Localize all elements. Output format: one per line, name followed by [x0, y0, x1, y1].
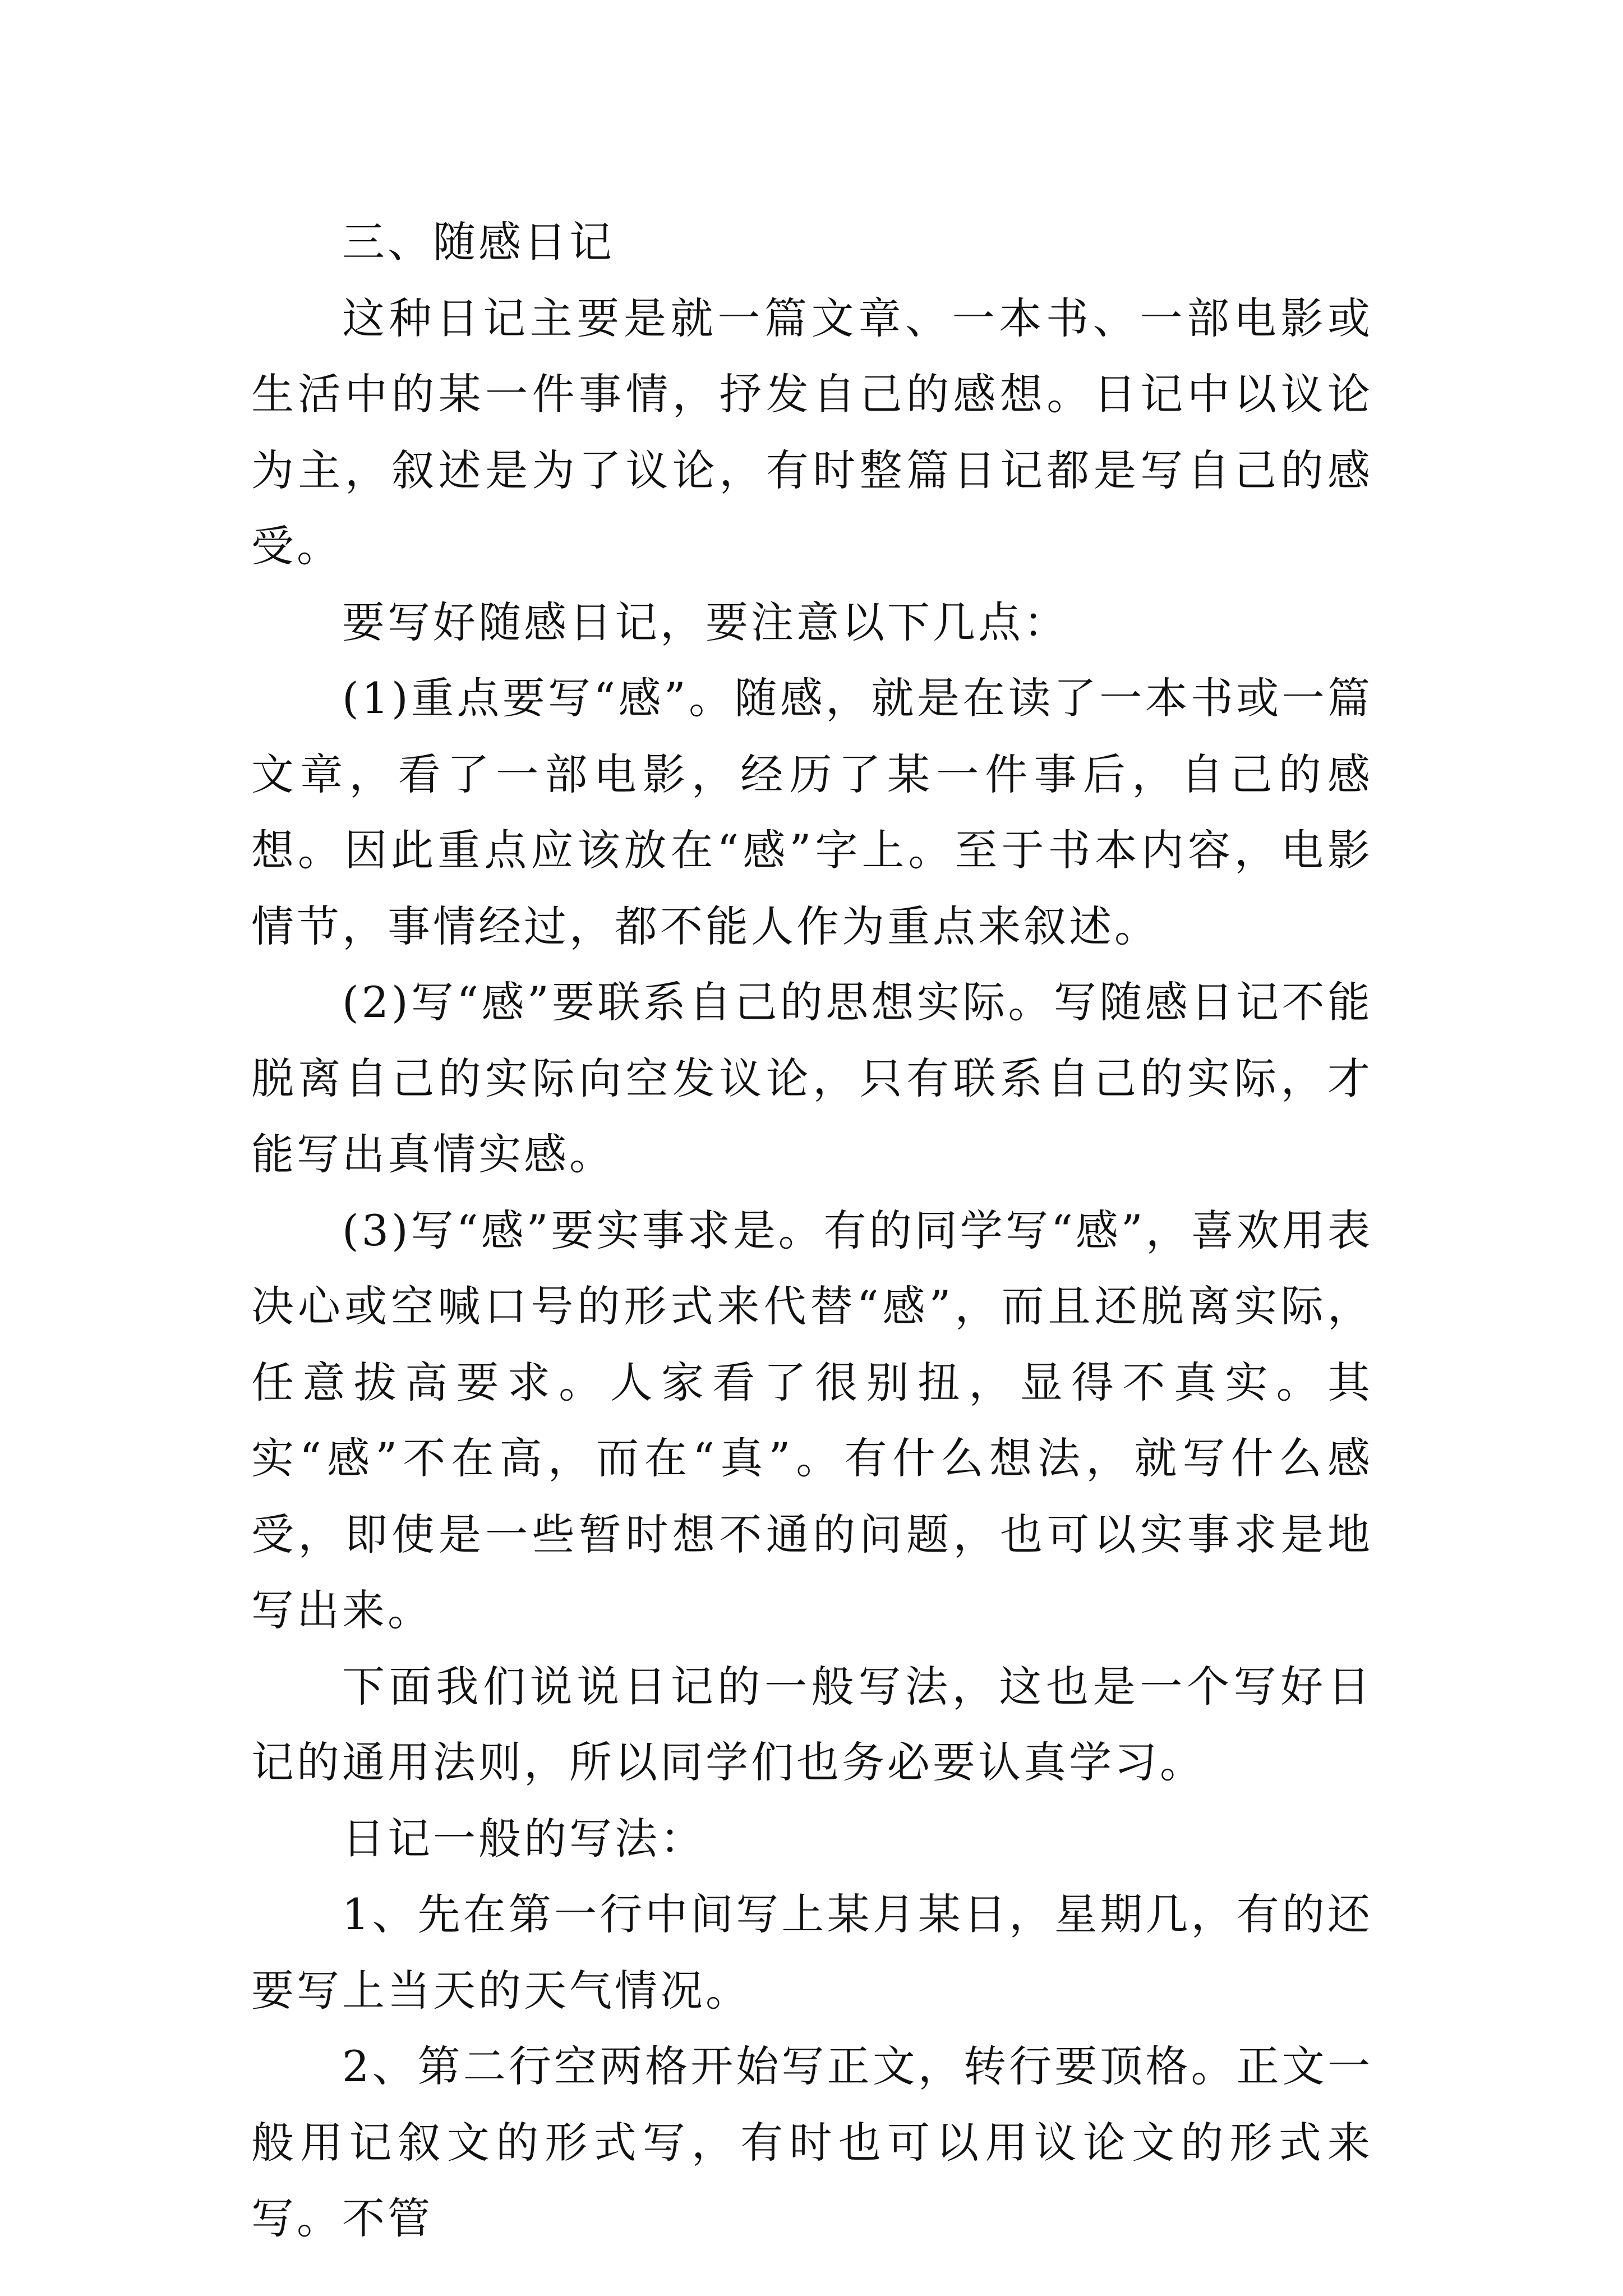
paragraph: 要写好随感日记，要注意以下几点：: [342, 597, 1069, 647]
paragraph: 2、第二行空两格开始写正文，转行要顶格。正文一般用记叙文的形式写，有时也可以用议论文的形式来写。不管: [251, 2041, 1373, 2243]
document-body: [251, 204, 1373, 2257]
paragraph: (2)写“感”要联系自己的思想实际。写随感日记不能脱离自己的实际向空发议论，只有联系自己的实际，才能写出真情实感。: [251, 977, 1373, 1179]
paragraph: (3)写“感”要实事求是。有的同学写“感”，喜欢用表决心或空喊口号的形式来代替“感”，而且还脱离实际，任意拔高要求。人家看了很别扭，显得不真实。其实“感”不在高，而在“真”。有什么想法，就写什么感受，即使是一些暂时想不通的问题，也可以实事求是地写出来。: [251, 1205, 1373, 1635]
paragraph: (1)重点要写“感”。随感，就是在读了一本书或一篇文章，看了一部电影，经历了某一件事后，自己的感想。因此重点应该放在“感”字上。至于书本内容，电影情节，事情经过，都不能人作为重点来叙述。: [251, 673, 1373, 951]
paragraph: 1、先在第一行中间写上某月某日，星期几，有的还要写上当天的天气情况。: [251, 1889, 1373, 2016]
paragraph: 这种日记主要是就一篇文章、一本书、一部电影或生活中的某一件事情，抒发自己的感想。日记中以议论为主，叙述是为了议论，有时整篇日记都是写自己的感受。: [251, 293, 1373, 571]
paragraph: 日记一般的写法：: [342, 1813, 706, 1864]
paragraph: 下面我们说说日记的一般写法，这也是一个写好日记的通用法则，所以同学们也务必要认真学习。: [251, 1661, 1373, 1787]
section-heading: 三、随感日记: [342, 217, 615, 267]
